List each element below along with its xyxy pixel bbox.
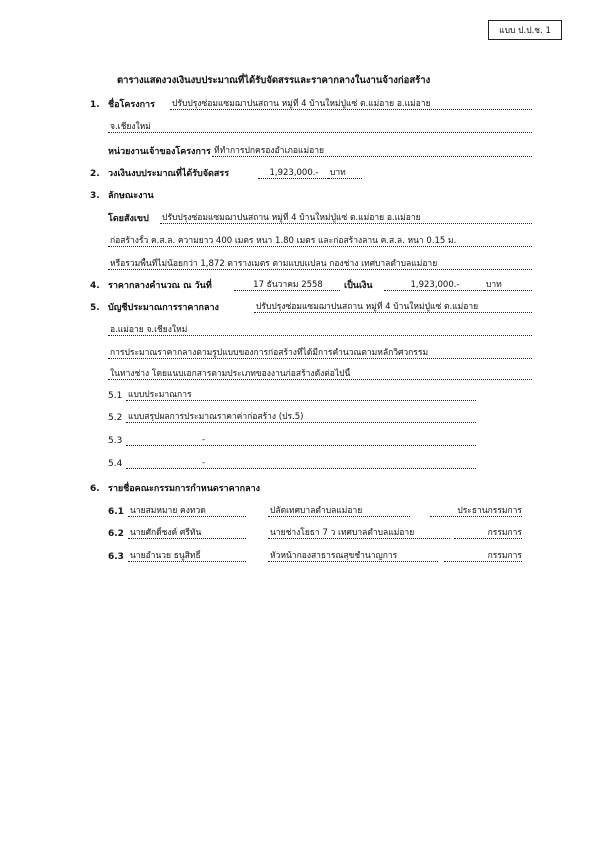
- item-5-4-text: -: [126, 457, 476, 469]
- item-5-2-number: 5.2: [108, 413, 123, 423]
- member-6-1-name: นายสมหมาย คงทวด: [128, 505, 246, 517]
- member-6-1-position: ปลัดเทศบาลตำบลแม่อาย: [268, 505, 410, 517]
- item-5-4-number: 5.4: [108, 459, 123, 469]
- price-list-line-2: อ.แม่อาย จ.เชียงใหม่: [108, 324, 532, 336]
- work-description-line-1: ปรับปรุงซ่อมแซมฌาปนสถาน หมู่ที่ 4 บ้านใหม่ปู่แซ่ ต.แม่อาย อ.แม่อาย: [160, 212, 532, 224]
- project-name-line-1: ปรับปรุงซ่อมแซมฌาปนสถาน หมู่ที่ 4 บ้านใหม่ปู่แซ่ ต.แม่อาย อ.แม่อาย: [170, 98, 532, 110]
- price-list-line-3: การประมาณราคากลางตามรูปแบบของการก่อสร้างที่ได้มีการคำนวณตามหลักวิศวกรรม: [108, 347, 532, 359]
- member-6-3-name: นายอำนวย ธนูสิทธิ์: [128, 550, 246, 562]
- work-description-line-3: หรือรวมพื้นที่ไม่น้อยกว่า 1,872 ตารางเมตร ตามแบบแปลน กองช่าง เทศบาลตำบลแม่อาย: [108, 258, 532, 270]
- member-6-1-role: ประธานกรรมการ: [430, 505, 522, 517]
- section-4-number: 4.: [90, 281, 100, 291]
- section-3-label: ลักษณะงาน: [108, 191, 154, 201]
- item-5-1-number: 5.1: [108, 391, 123, 401]
- item-5-1-text: แบบประมาณการ: [126, 389, 476, 401]
- agency-value: ที่ทำการปกครองอำเภอแม่อาย: [212, 145, 532, 157]
- section-1-label: ชื่อโครงการ: [108, 100, 155, 110]
- price-list-line-1: ปรับปรุงซ่อมแซมฌาปนสถาน หมู่ที่ 4 บ้านใหม่ปู่แซ่ ต.แม่อาย: [254, 301, 532, 313]
- section-2-number: 2.: [90, 169, 100, 179]
- median-price-value: 1,923,000.-: [384, 279, 484, 291]
- project-name-line-2: จ.เชียงใหม่: [108, 121, 532, 133]
- calculation-date: 17 ธันวาคม 2558: [234, 279, 340, 291]
- member-6-2-position: นายช่างโยธา 7 ว เทศบาลตำบลแม่อาย: [268, 527, 450, 539]
- member-6-2-name: นายศักดิ์ชงค์ ศรีทัน: [128, 527, 246, 539]
- section-6-label: รายชื่อคณะกรรมการกำหนดราคากลาง: [108, 484, 261, 494]
- budget-unit: บาท: [328, 167, 362, 179]
- member-6-3-role: กรรมการ: [444, 550, 522, 562]
- section-1-number: 1.: [90, 100, 100, 110]
- member-6-3-position: หัวหน้ากองสาธารณสุขชำนาญการ: [268, 550, 438, 562]
- work-description-line-2: ก่อสร้างรั้ว ค.ส.ล. ความยาว 400 เมตร หนา 1.80 เมตร และก่อสร้างลาน ค.ส.ล. หนา 0.15 ม.: [108, 235, 532, 247]
- form-code: แบบ ป.ป.ช. 1: [499, 26, 551, 36]
- budget-value: 1,923,000.-: [258, 167, 328, 179]
- form-code-box: [488, 20, 562, 40]
- price-money-label: เป็นเงิน: [344, 281, 373, 291]
- member-6-3-number: 6.3: [108, 552, 124, 562]
- agency-label: หน่วยงานเจ้าของโครงการ: [108, 147, 211, 157]
- item-5-2-text: แบบสรุปผลการประมาณราคาค่าก่อสร้าง (ปร.5): [126, 411, 476, 423]
- section-4-label: ราคากลางคำนวณ ณ วันที่: [108, 281, 212, 291]
- member-6-1-number: 6.1: [108, 507, 124, 517]
- section-3-number: 3.: [90, 191, 100, 201]
- item-5-3-number: 5.3: [108, 436, 123, 446]
- price-list-line-4: ในทางช่าง โดยแนบเอกสารตามประเภทของงานก่อสร้างดังต่อไปนี้: [108, 368, 532, 380]
- member-6-2-role: กรรมการ: [454, 527, 522, 539]
- section-3-sublabel: โดยสังเขป: [108, 214, 149, 224]
- section-2-label: วงเงินงบประมาณที่ได้รับจัดสรร: [108, 169, 230, 179]
- section-5-number: 5.: [90, 303, 100, 313]
- page-title: ตารางแสดงวงเงินงบประมาณที่ได้รับจัดสรรและราคากลางในงานจ้างก่อสร้าง: [117, 75, 431, 86]
- section-5-label: บัญชีประมาณการราคากลาง: [108, 303, 219, 313]
- median-price-unit: บาท: [484, 279, 532, 291]
- member-6-2-number: 6.2: [108, 529, 124, 539]
- section-6-number: 6.: [90, 484, 100, 494]
- item-5-3-text: -: [126, 434, 476, 446]
